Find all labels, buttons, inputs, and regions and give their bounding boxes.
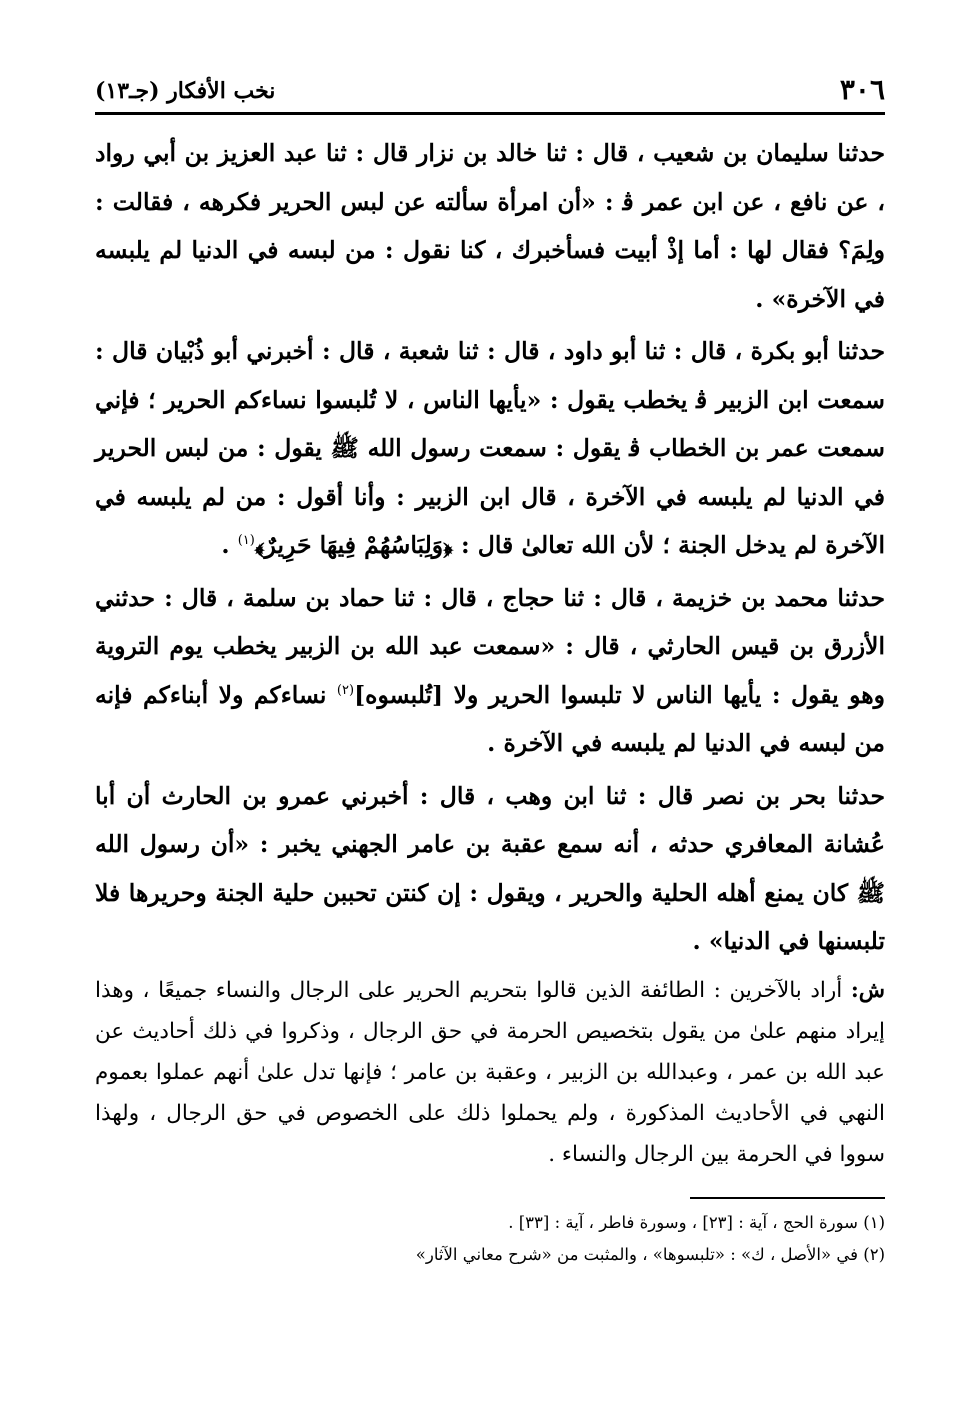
footnote: (٢) في «الأصل ، ك» : «تلبسوها» ، والمثبت من «شرح معاني الآثار» (415, 1244, 885, 1264)
hadith-paragraph (95, 574, 885, 768)
document-page (95, 70, 885, 1390)
commentary-text: أراد بالآخرين : الطائفة الذين قالوا بتحريم الحرير على الرجال والنساء جميعًا ، وهذا إيراد منهم علىٰ من يقول بتخصيص الحرمة في حق الرجال ، وذكروا في ذلك أحاديث عن عبد الله بن عمر ، وعبدالله بن الزبير ، وعقبة بن عامر ؛ فإنها تدل علىٰ أنهم عملوا بعموم النهي في الأحاديث المذكورة ، ولم يحملوا ذلك على الخصوص في حق الرجال ، ولهذا سووا في الحرمة بين الرجال والنساء . (95, 977, 886, 1167)
paragraph-text: حدثنا بحر بن نصر قال : ثنا ابن وهب ، قال : أخبرني عمرو بن الحارث أن أبا عُشانة المعافري حدثه ، أنه سمع عقبة بن عامر الجهني يخبر : «أن رسول الله ﷺ كان يمنع أهله الحلية والحرير ، ويقول : إن كنتن تحببن حلية الجنة وحريرها فلا تلبسنها في الدنيا» . (95, 781, 885, 955)
body-text (95, 129, 885, 1175)
running-header (95, 70, 885, 115)
paragraph-text: حدثنا أبو بكرة ، قال : ثنا أبو داود ، قال : ثنا شعبة ، قال : أخبرني أبو ذُبْيان قال : سمعت ابن الزبير ﭬ يخطب يقول : «يأيها الناس ، لا تُلبسوا نساءكم الحرير ؛ فإني سمعت عمر بن الخطاب ﭬ يقول : سمعت رسول الله ﷺ يقول : من لبس الحرير في الدنيا لم يلبسه في الآخرة ، قال ابن الزبير : وأنا أقول : من لم يلبسه في الآخرة لم يدخل الجنة ؛ لأن الله تعالىٰ قال : ﴿وَلِبَاسُهُمْ فِيهَا حَرِيرٌ﴾ (95, 337, 885, 559)
hadith-paragraph (95, 772, 885, 966)
page-number: ٣٠٦ (839, 73, 885, 106)
footnote-divider (690, 1197, 885, 1199)
hadith-paragraph (95, 327, 885, 570)
commentary-marker: ش: (850, 977, 885, 1003)
footnote-reference: (٢) (336, 682, 355, 698)
paragraph-tail: . (221, 531, 238, 559)
book-title: نخب الأفكار (جـ١٣) (95, 78, 276, 104)
commentary-paragraph (95, 970, 885, 1175)
footnote: (١) سورة الحج ، آية : [٢٣] ، وسورة فاطر ، آية : [٣٣] . (508, 1212, 885, 1232)
hadith-paragraph (95, 129, 885, 323)
footnote-reference: (١) (237, 533, 255, 549)
paragraph-text: حدثنا سليمان بن شعيب ، قال : ثنا خالد بن نزار قال : ثنا عبد العزيز بن أبي رواد ، عن نافع ، عن ابن عمر ﭬ : «أن امرأة سألته عن لبس الحرير فكرهه ، فقالت : ولِمَ؟ فقال لها : أما إذْ أبيت فسأخبرك ، كنا نقول : من لبسه في الدنيا لم يلبسه في الآخرة» . (95, 139, 885, 313)
footnotes (95, 1207, 885, 1271)
paragraph-tail: نساءكم ولا أبناءكم فإنه من لبسه في الدنيا لم يلبسه في الآخرة . (95, 680, 885, 757)
paragraph-text: حدثنا محمد بن خزيمة ، قال : ثنا حجاج ، قال : ثنا حماد بن سلمة ، قال : حدثني الأزرق بن قيس الحارثي ، قال : «سمعت عبد الله بن الزبير يخطب يوم التروية وهو يقول : يأيها الناس لا تلبسوا الحرير ولا [تُلبسوه] (95, 583, 885, 709)
